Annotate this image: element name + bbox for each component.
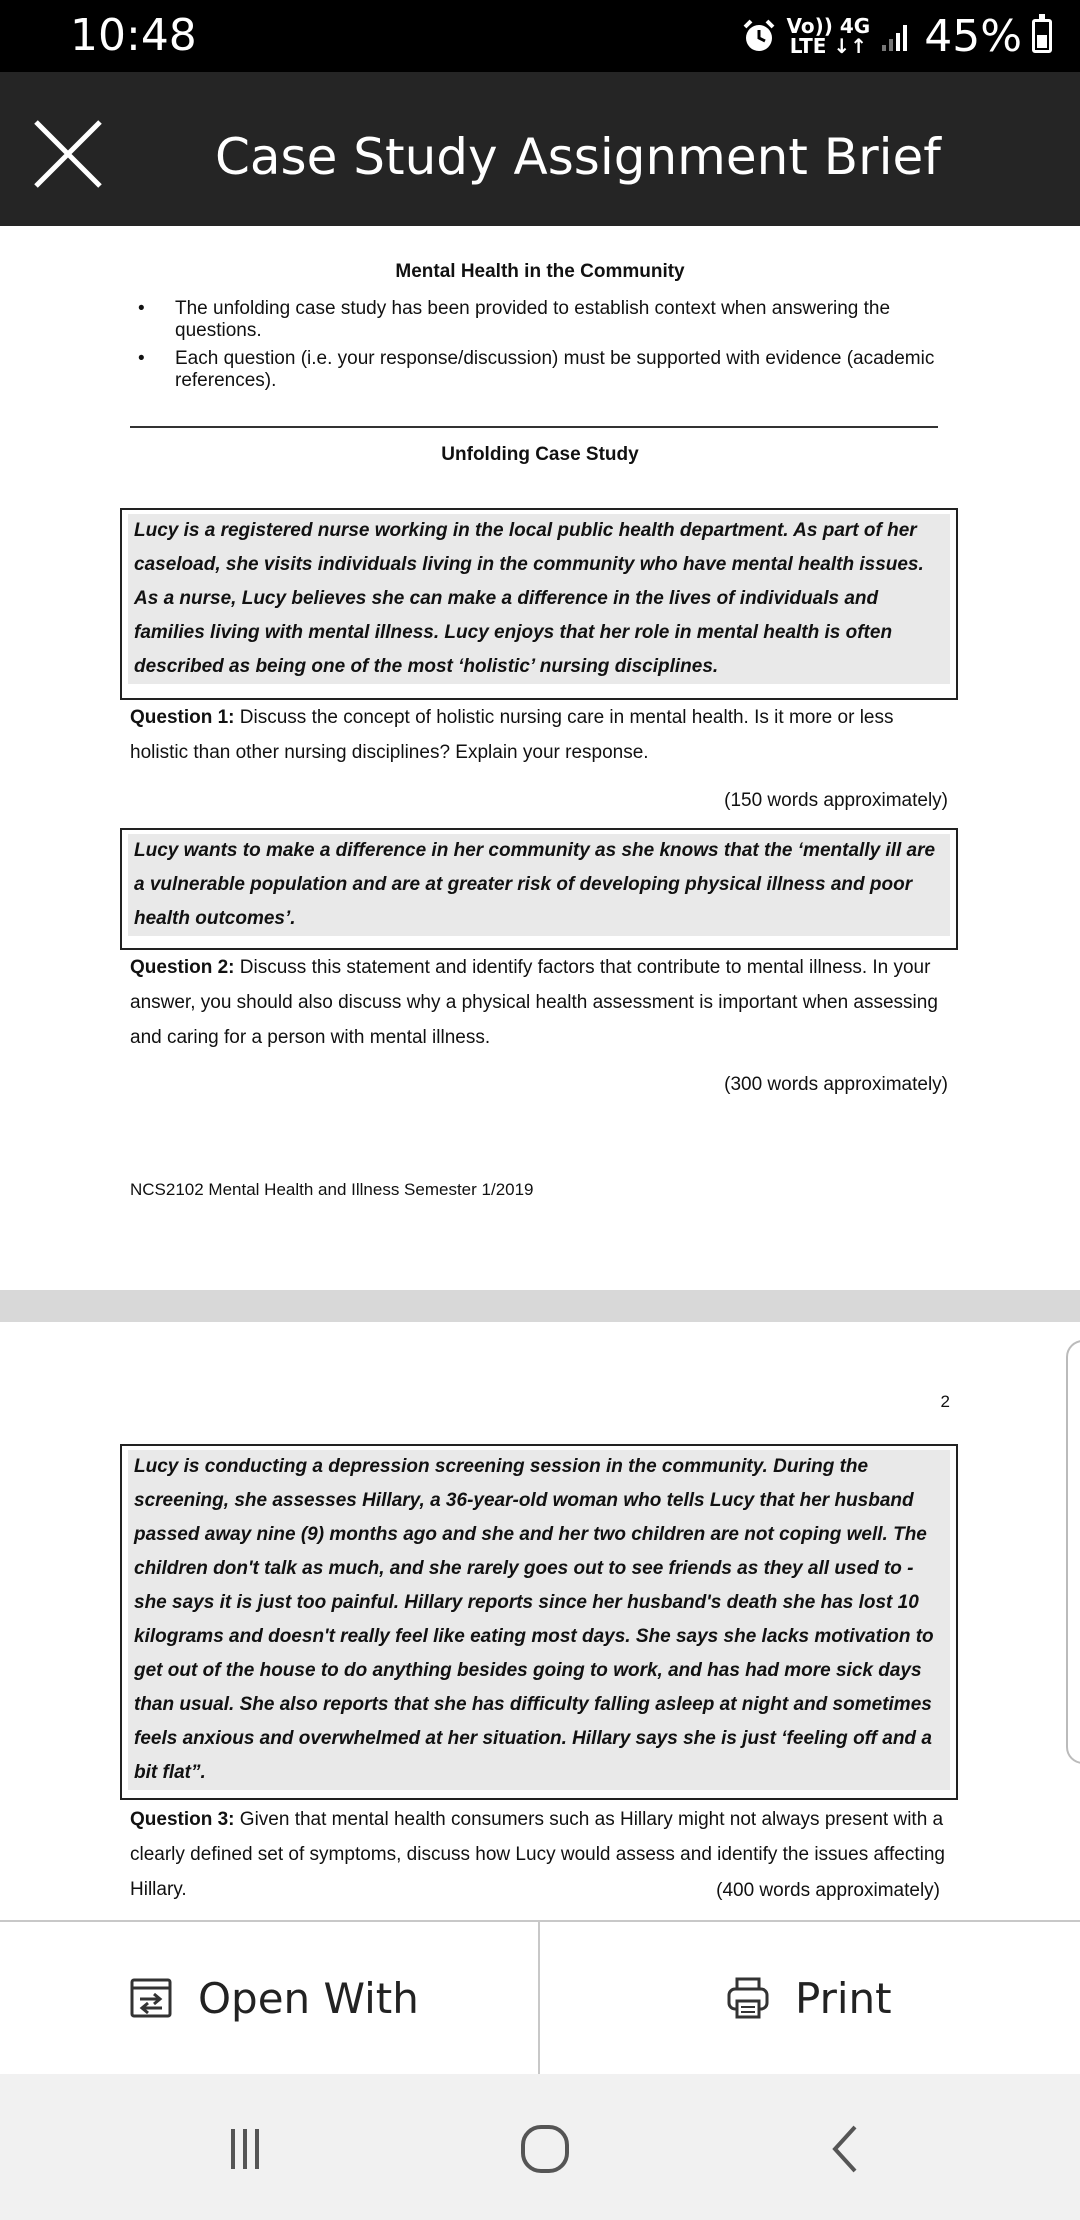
print-label: Print xyxy=(795,1973,892,2023)
recents-icon xyxy=(225,2124,265,2174)
case-box-1 xyxy=(120,508,958,700)
close-icon[interactable] xyxy=(30,116,106,192)
case-box-3 xyxy=(120,1444,958,1800)
divider xyxy=(538,1922,540,2076)
word-count: (400 words approximately) xyxy=(716,1880,940,1901)
question-1: Question 1: Discuss the concept of holistic nursing care in mental health. Is it more or less holistic than other nursing disciplines? Explain your response. xyxy=(130,707,894,763)
page-footer: NCS2102 Mental Health and Illness Semester 1/2019 xyxy=(130,1180,534,1199)
page-separator xyxy=(0,1290,1080,1322)
status-time: 10:48 xyxy=(70,10,197,61)
home-button[interactable] xyxy=(505,2114,585,2184)
word-count: (150 words approximately) xyxy=(724,790,948,811)
navigation-bar xyxy=(0,2074,1080,2220)
network-indicator: Vo)) 4G LTE ↓↑ xyxy=(786,14,871,58)
back-icon xyxy=(825,2121,865,2177)
case-text: Lucy is conducting a depression screening session in the community. During the screening, she assesses Hillary, a 36-year-old woman who tells Lucy that her husband passed away nine (9) months ago and she and her two children are not coping well. The children don't talk as much, and she rarely goes out to see friends as they all used to - she says it is just too painful. Hillary reports since her husband's death she has lost 10 kilograms and doesn't really feel like eating most days. She says she lacks motivation to get out of the house to do anything besides going to work, and has had more sick days than usual. She also reports that she has difficulty falling asleep at night and sometimes feels anxious and overwhelmed at her situation. Hillary says she is just ‘feeling off and a bit flat”. xyxy=(128,1450,950,1790)
alarm-icon xyxy=(741,18,777,54)
word-count: (300 words approximately) xyxy=(724,1074,948,1095)
back-button[interactable] xyxy=(805,2114,885,2184)
case-study-heading: Unfolding Case Study xyxy=(441,444,639,465)
document-page-1 xyxy=(0,226,1080,1290)
home-icon xyxy=(517,2121,573,2177)
status-bar xyxy=(0,0,1080,72)
battery-icon xyxy=(1032,19,1052,53)
list-item: • Each question (i.e. your response/discussion) must be supported with evidence (academic references). xyxy=(130,348,950,392)
action-bar xyxy=(0,1920,1080,2074)
case-text: Lucy wants to make a difference in her community as she knows that the ‘mentally ill are a vulnerable population and are at greater risk of developing physical illness and poor health outcomes’. xyxy=(128,834,950,936)
document-page-2 xyxy=(0,1322,1080,1920)
instructions-list xyxy=(130,298,950,398)
scroll-handle[interactable] xyxy=(1066,1340,1080,1764)
status-icons xyxy=(741,8,1053,64)
battery-percent: 45% xyxy=(924,10,1022,62)
case-box-2 xyxy=(120,828,958,950)
open-with-button[interactable] xyxy=(128,1922,419,2074)
open-with-icon xyxy=(128,1975,174,2021)
printer-icon xyxy=(725,1975,771,2021)
page-number: 2 xyxy=(940,1392,950,1411)
question-3: Question 3: Given that mental health consumers such as Hillary might not always present with a clearly defined set of symptoms, discuss how Lucy would assess and identify the issues affecting Hillary. xyxy=(130,1809,945,1900)
signal-icon xyxy=(880,19,914,53)
app-bar xyxy=(0,72,1080,226)
document-title: Mental Health in the Community xyxy=(395,261,685,282)
open-with-label: Open With xyxy=(198,1973,419,2023)
page-title: Case Study Assignment Brief xyxy=(215,128,941,186)
divider xyxy=(130,426,938,428)
recents-button[interactable] xyxy=(205,2114,285,2184)
list-item: • The unfolding case study has been provided to establish context when answering the questions. xyxy=(130,298,950,342)
question-2: Question 2: Discuss this statement and identify factors that contribute to mental illness. In your answer, you should also discuss why a physical health assessment is important when assessing and caring for a person with mental illness. xyxy=(130,957,938,1048)
print-button[interactable] xyxy=(725,1922,892,2074)
case-text: Lucy is a registered nurse working in the local public health department. As part of her caseload, she visits individuals living in the community who have mental health issues. As a nurse, Lucy believes she can make a difference in the lives of individuals and families living with mental illness. Lucy enjoys that her role in mental health is often described as being one of the most ‘holistic’ nursing disciplines. xyxy=(128,514,950,684)
